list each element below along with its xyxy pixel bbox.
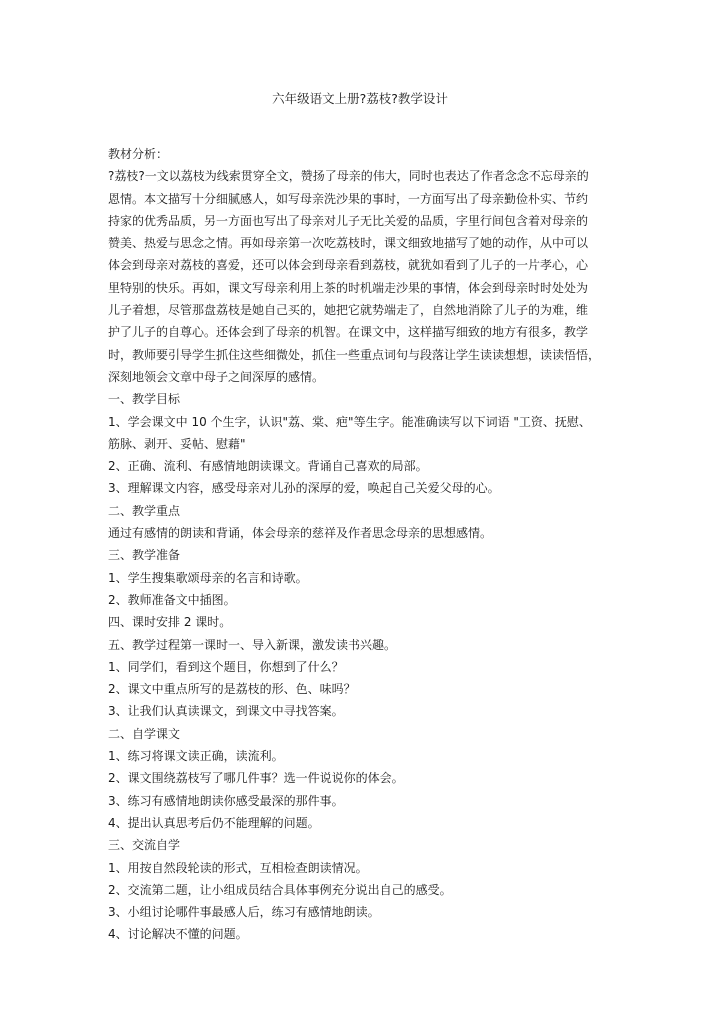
body-line: 1、学会课文中 10 个生字，认识"荔、棠、疤"等生字。能准确读写以下词语 "工资、抚慰、	[108, 414, 591, 429]
body-line: 2、教师准备文中插图。	[108, 592, 236, 607]
body-line: 护了儿子的自尊心。还体会到了母亲的机智。在课文中，这样描写细致的地方有很多，教学	[108, 325, 589, 340]
body-line: 二、自学课文	[108, 726, 181, 741]
body-line: 1、练习将课文读正确，读流利。	[108, 749, 284, 764]
body-line: 四、课时安排 2 课时。	[108, 615, 232, 630]
body-line: 通过有感情的朗读和背诵，体会母亲的慈祥及作者思念母亲的思想感情。	[108, 526, 493, 541]
page-title: 六年级语文上册?荔枝?教学设计	[272, 91, 448, 106]
body-line: 筋脉、剥开、妥帖、慰藉"	[108, 436, 246, 451]
body-line: 1、同学们，看到这个题目，你想到了什么？	[108, 659, 344, 674]
body-line: 三、教学准备	[108, 548, 181, 563]
body-line: 里特别的快乐。再如，课文写母亲利用上茶的时机端走沙果的事情，体会到母亲时时处处为	[108, 280, 589, 295]
body-line: 三、交流自学	[108, 838, 181, 853]
body-line: 2、交流第二题，让小组成员结合具体事例充分说出自己的感受。	[108, 882, 452, 897]
body-line: 2、课文中重点所写的是荔枝的形、色、味吗？	[108, 682, 356, 697]
body-line: 3、让我们认真读课文，到课文中寻找答案。	[108, 704, 344, 719]
body-line: 4、提出认真思考后仍不能理解的问题。	[108, 815, 320, 830]
body-line: 3、理解课文内容，感受母亲对儿孙的深厚的爱，唤起自己关爱父母的心。	[108, 481, 500, 496]
body-line: 3、小组讨论哪件事最感人后，练习有感情地朗读。	[108, 905, 380, 920]
body-line: 4、讨论解决不懂的问题。	[108, 927, 248, 942]
document-body	[108, 143, 618, 946]
body-line: 1、学生搜集歌颂母亲的名言和诗歌。	[108, 570, 308, 585]
body-line: 3、练习有感情地朗读你感受最深的那件事。	[108, 793, 344, 808]
body-line: 深刻地领会文章中母子之间深厚的感情。	[108, 369, 325, 384]
body-line: 二、教学重点	[108, 503, 181, 518]
body-line: 2、正确、流利、有感情地朗读课文。背诵自己喜欢的局部。	[108, 459, 428, 474]
body-line: 一、教学目标	[108, 392, 181, 407]
body-line: ?荔枝?一文以荔枝为线索贯穿全文，赞扬了母亲的伟大，同时也表达了作者念念不忘母亲的	[108, 169, 589, 184]
body-line: 1、用按自然段轮读的形式，互相检查朗读情况。	[108, 860, 368, 875]
body-line: 体会到母亲对荔枝的喜爱，还可以体会到母亲看到荔枝，就犹如看到了儿子的一片孝心，心	[108, 258, 589, 273]
body-line: 五、教学过程第一课时一、导入新课，激发读书兴趣。	[108, 637, 397, 652]
body-line: 持家的优秀品质，另一方面也写出了母亲对儿子无比关爱的品质，字里行间包含着对母亲的	[108, 213, 589, 228]
body-line: 恩情。本文描写十分细腻感人，如写母亲洗沙果的事时，一方面写出了母亲勤俭朴实、节约	[108, 191, 589, 206]
body-line: 儿子着想，尽管那盘荔枝是她自己买的，她把它就势端走了，自然地消除了儿子的为难，维	[108, 303, 589, 318]
body-line: 时，教师要引导学生抓住这些细微处，抓住一些重点词句与段落让学生读读想想，读读悟悟，	[108, 347, 601, 362]
body-line: 赞美、热爱与思念之情。再如母亲第一次吃荔枝时，课文细致地描写了她的动作，从中可以	[108, 236, 589, 251]
body-line: 2、课文围绕荔枝写了哪几件事？选一件说说你的体会。	[108, 771, 404, 786]
body-line: 教材分析：	[108, 147, 169, 161]
